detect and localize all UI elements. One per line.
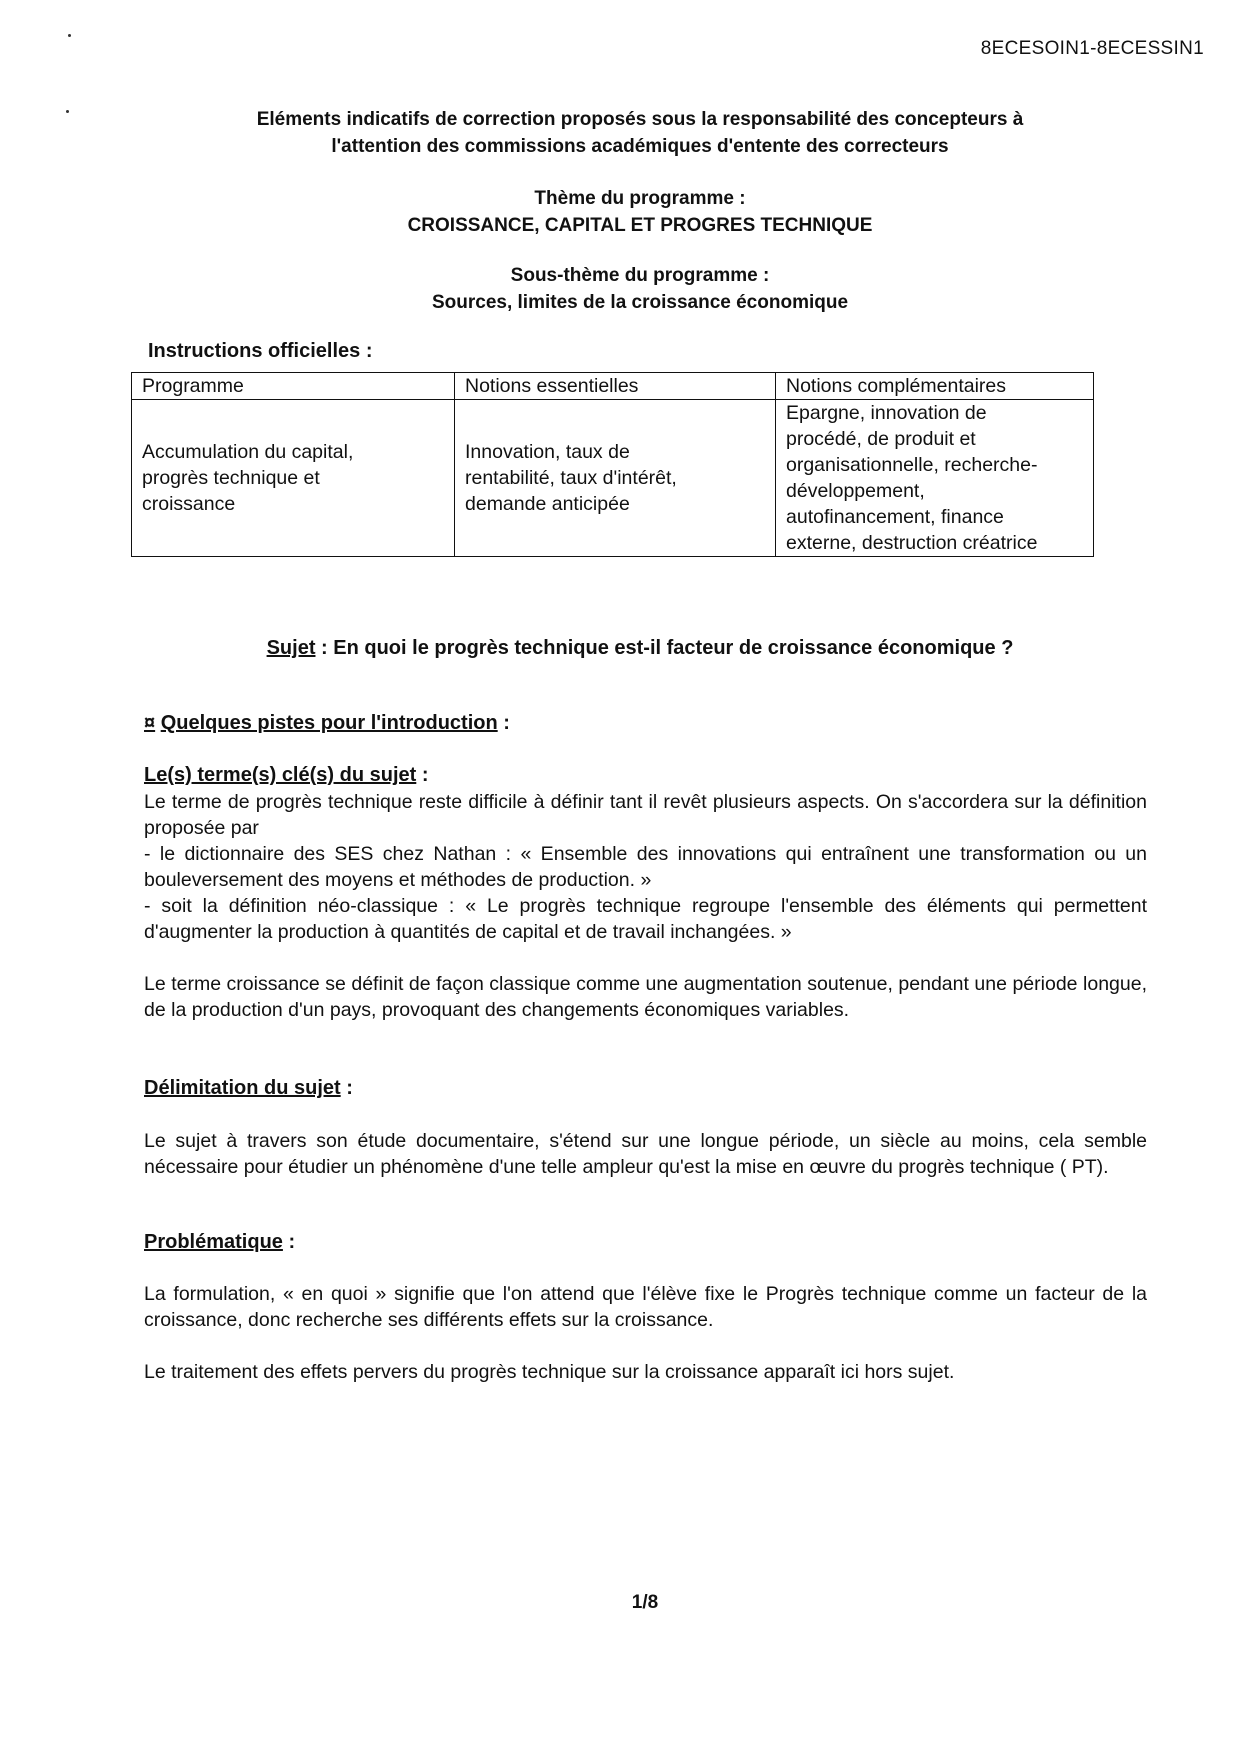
subtheme-value: Sources, limites de la croissance économique [431, 292, 849, 313]
document-code: 8ECESOIN1-8ECESSIN1 [980, 38, 1204, 59]
subtheme-label: Sous-thème du programme : [510, 265, 770, 286]
essentielles-cell [455, 400, 776, 557]
scan-speck [66, 110, 69, 113]
intro-heading-mark: ¤ [144, 712, 156, 734]
paragraph: Le sujet à travers son étude documentaire, s'étend sur une longue période, un siècle au moins, cela semble nécessaire pour étudier un phénomène d'une telle ampleur qu'est la mise en œuvre du progrès technique ( PT). [144, 1130, 1147, 1178]
subtheme-block [120, 262, 1160, 316]
cell-line: progrès technique et [142, 467, 320, 489]
theme-value: CROISSANCE, CAPITAL ET PROGRES TECHNIQUE [407, 215, 873, 236]
complementaires-cell [776, 400, 1094, 557]
cell-line: Accumulation du capital, [142, 441, 354, 463]
sujet-label: Sujet [266, 637, 316, 659]
heading-suffix: : [340, 1077, 353, 1099]
cell-line: rentabilité, taux d'intérêt, [465, 467, 677, 489]
column-header: Programme [132, 373, 455, 400]
termes-heading-text: Le(s) terme(s) clé(s) du sujet [144, 764, 417, 786]
intro-heading-text: Quelques pistes pour l'introduction [160, 712, 498, 734]
cell-line: organisationnelle, recherche- [786, 454, 1038, 476]
programme-cell [132, 400, 455, 557]
cell-line: procédé, de produit et [786, 428, 976, 450]
heading-suffix: : [497, 712, 510, 734]
cell-line: croissance [142, 493, 236, 515]
sujet-text: : En quoi le progrès technique est-il facteur de croissance économique ? [315, 637, 1014, 659]
paragraph: La formulation, « en quoi » signifie que l'on attend que l'élève fixe le Progrès technique comme un facteur de la croissance, donc recherche ses différents effets sur la croissance. [144, 1283, 1147, 1331]
theme-label: Thème du programme : [534, 188, 746, 209]
table-row [132, 400, 1094, 557]
cell-line: Innovation, taux de [465, 441, 630, 463]
paragraph: Le terme croissance se définit de façon classique comme une augmentation soutenue, pendant une période longue, de la production d'un pays, provoquant des changements économiques variables. [144, 973, 1147, 1021]
theme-block [120, 185, 1160, 239]
scan-speck [68, 34, 71, 37]
termes-heading [144, 764, 429, 787]
bullet-item: - soit la définition néo-classique : « Le progrès technique regroupe l'ensemble des éléments qui permettent d'augmenter la production à quantités de capital et de travail inchangées. » [144, 895, 1147, 943]
paragraph: Le traitement des effets pervers du progrès technique sur la croissance apparaît ici hors sujet. [144, 1361, 955, 1383]
heading-suffix: : [416, 764, 429, 786]
intro-line: Eléments indicatifs de correction proposés sous la responsabilité des concepteurs à [256, 109, 1024, 130]
intro-heading [144, 712, 510, 735]
cell-line: autofinancement, finance [786, 506, 1004, 528]
instructions-title: Instructions officielles : [148, 340, 373, 362]
problematique-heading-text: Problématique [144, 1231, 283, 1253]
problematique-heading [144, 1231, 295, 1254]
heading-suffix: : [282, 1231, 296, 1253]
cell-line: développement, [786, 480, 925, 502]
column-header: Notions complémentaires [776, 373, 1094, 400]
instructions-table [131, 372, 1094, 557]
bullet-item: - le dictionnaire des SES chez Nathan : « Ensemble des innovations qui entraînent une transformation ou un bouleversement des moyens et méthodes de production. » [144, 843, 1147, 891]
cell-line: externe, destruction créatrice [786, 532, 1038, 554]
page-number: 1/8 [631, 1592, 659, 1613]
termes-section [144, 789, 1147, 1023]
table-header-row [132, 373, 1094, 400]
paragraph: Le terme de progrès technique reste difficile à définir tant il revêt plusieurs aspects. On s'accordera sur la définition proposée par [144, 791, 1147, 839]
intro-line: l'attention des commissions académiques d'entente des correcteurs [331, 136, 949, 157]
cell-line: Epargne, innovation de [786, 402, 987, 424]
delimitation-heading [144, 1077, 353, 1100]
sujet-line [120, 637, 1160, 660]
cell-line: demande anticipée [465, 493, 630, 515]
document-intro [120, 106, 1160, 160]
column-header: Notions essentielles [455, 373, 776, 400]
delimitation-heading-text: Délimitation du sujet [144, 1077, 341, 1099]
